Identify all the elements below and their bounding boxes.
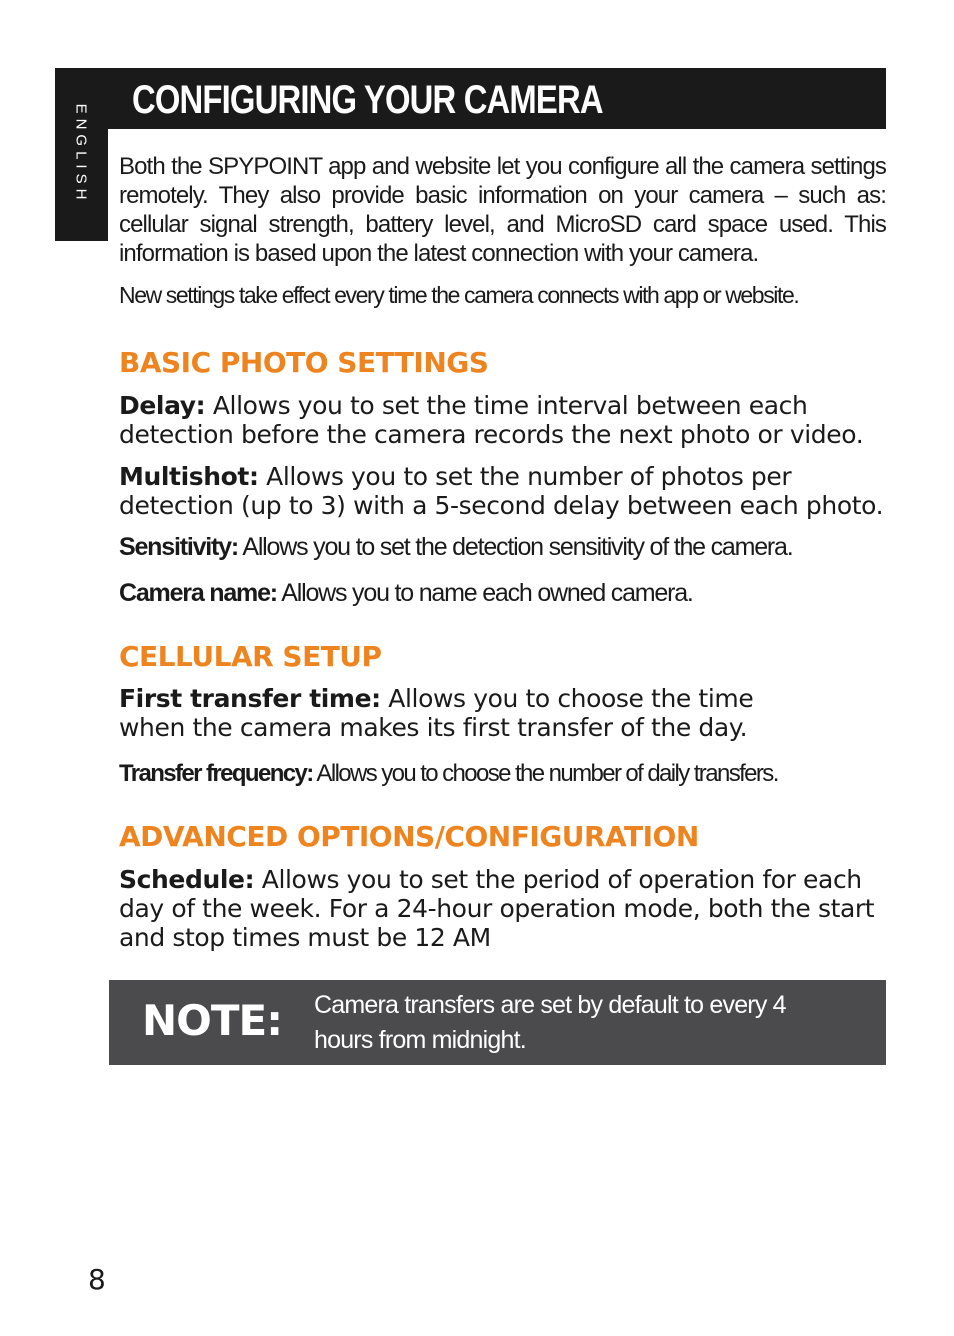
page-number: 8 bbox=[88, 1263, 106, 1296]
setting-sensitivity bbox=[119, 533, 886, 562]
setting-term: Camera name: bbox=[119, 579, 277, 607]
setting-desc: Allows you to set the number of photos per detection (up to 3) with a 5-second delay between each photo. bbox=[119, 462, 884, 520]
setting-multishot bbox=[119, 462, 886, 520]
language-label: ENGLISH bbox=[72, 103, 90, 205]
setting-desc: Allows you to choose the time bbox=[380, 684, 754, 713]
setting-desc: Allows you to set the time interval between each detection before the camera records the next photo or video. bbox=[119, 391, 864, 449]
section-heading-advanced: ADVANCED OPTIONS/CONFIGURATION bbox=[119, 820, 699, 853]
setting-schedule bbox=[119, 865, 886, 952]
setting-camera-name bbox=[119, 579, 886, 608]
setting-term: Sensitivity: bbox=[119, 533, 238, 561]
page-title: CONFIGURING YOUR CAMERA bbox=[132, 78, 603, 122]
note-text: Camera transfers are set by default to every 4 hours from midnight. bbox=[314, 991, 786, 1054]
setting-desc: Allows you to choose the number of daily transfers. bbox=[312, 760, 778, 787]
setting-delay bbox=[119, 391, 886, 449]
intro-paragraph: Both the SPYPOINT app and website let you configure all the camera settings remotely. They also provide basic information on your camera – such as: cellular signal strength, battery level, and MicroSD card space used. This information is based upon the latest connection with your camera. bbox=[119, 153, 886, 267]
setting-desc: Allows you to set the period of operation for each day of the week. For a 24-hour operation mode, both the start and stop times must be 12 AM bbox=[119, 865, 875, 952]
note-box bbox=[109, 980, 886, 1065]
setting-first-transfer bbox=[119, 684, 886, 742]
setting-desc: Allows you to set the detection sensitivity of the camera. bbox=[237, 533, 793, 561]
section-heading-basic: BASIC PHOTO SETTINGS bbox=[119, 346, 489, 379]
setting-transfer-frequency bbox=[119, 759, 886, 788]
title-bar bbox=[108, 68, 886, 129]
language-tab bbox=[55, 68, 108, 241]
setting-desc: Allows you to name each owned camera. bbox=[276, 579, 693, 607]
note-label: NOTE: bbox=[142, 996, 282, 1045]
setting-term: Multishot: bbox=[119, 462, 259, 491]
section-heading-cellular: CELLULAR SETUP bbox=[119, 640, 382, 673]
intro-note: New settings take effect every time the camera connects with app or website. bbox=[119, 282, 799, 308]
setting-term: Transfer frequency: bbox=[119, 760, 313, 787]
setting-term: Schedule: bbox=[119, 865, 255, 894]
setting-term: Delay: bbox=[119, 391, 206, 420]
setting-desc-continued: when the camera makes its first transfer of the day. bbox=[119, 713, 748, 742]
main-content bbox=[119, 152, 886, 952]
setting-term: First transfer time: bbox=[119, 684, 381, 713]
